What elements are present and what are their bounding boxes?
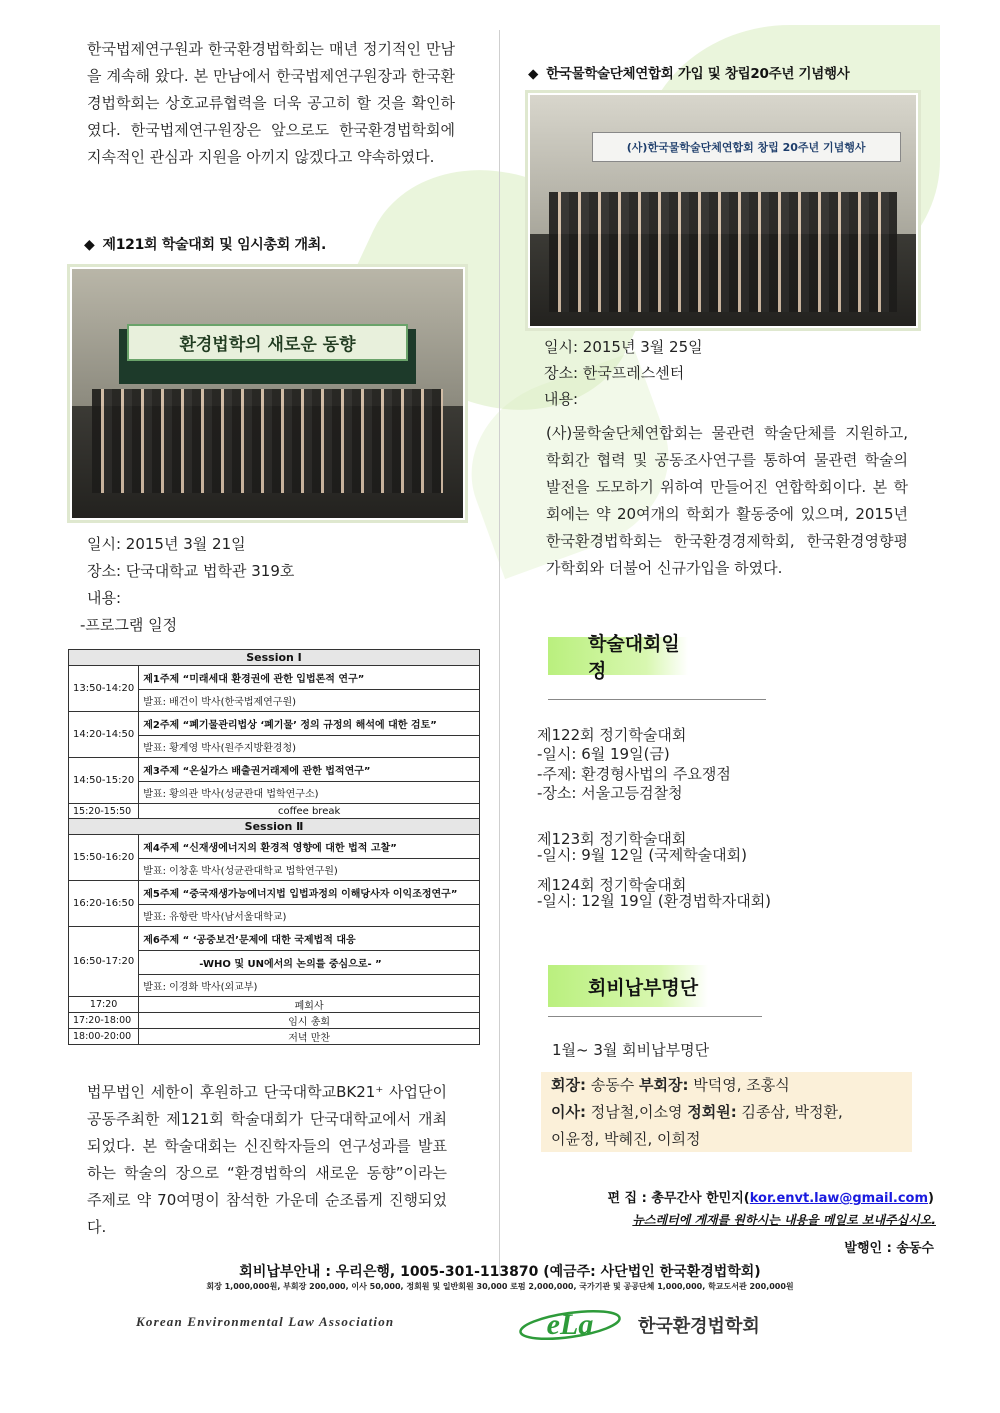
members-line-3 [551,1126,902,1153]
conference-photo [70,267,465,520]
talk-title: 제2주제 “폐기물관리법상 ‘폐기물’ 정의 규정의 해석에 대한 검토” [139,712,480,736]
talk-presenter: 발표: 이창훈 박사(성균관대학교 법학연구원) [139,859,480,881]
talk-time: 15:50-16:20 [69,835,139,881]
photo-crowd [92,389,444,494]
conf-122-title: 제122회 정기학술대회 [537,726,687,744]
association-korean-name: 한국환경법학회 [638,1316,760,1337]
regular-members-names: 김종삼, 박정환, [741,1103,843,1121]
diamond-bullet-icon: ◆ [84,237,95,253]
event-place: 장소: 단국대학교 법학관 319호 [87,562,295,580]
event-content-label: 내용: [87,589,122,607]
talk-title: 제6주제 “ ‘공중보건’문제에 대한 국제법적 대응 [139,927,480,951]
account-info: 회비납부안내 : 우리은행, 1005-301-113870 (예금주: 사단법인 한국환경법학회) [239,1264,761,1280]
members-period: 1월~ 3월 회비납부명단 [552,1041,710,1059]
talk-presenter: 발표: 황계영 박사(원주지방환경청) [139,736,480,758]
submission-note: 뉴스레터에 게재를 원하시는 내용을 메일로 보내주십시오. [632,1213,936,1227]
water-event-place: 장소: 한국프레스센터 [544,364,685,382]
talk-time: 13:50-14:20 [69,666,139,712]
talk-title: 제1주제 “미래세대 환경권에 관한 입법론적 연구” [139,666,480,690]
members-title: 회비납부명단 [548,965,708,1007]
column-divider [499,30,500,1275]
editor-info [607,1187,934,1206]
conf-124-date: -일시: 12월 19일 (환경법학자대회) [537,892,772,910]
directors-label: 이사: [551,1103,586,1121]
water-association-photo [528,93,918,328]
conf-124-title: 제124회 정기학술대회 [537,876,687,894]
regular-members-label: 정회원: [687,1103,737,1121]
talk-title: 제3주제 “온실가스 배출권거래제에 관한 법적연구” [139,758,480,782]
talk-presenter: 발표: 유항란 박사(남서울대학교) [139,905,480,927]
members-title-rule [548,1016,762,1017]
intro-paragraph: 한국법제연구원과 한국환경법학회는 매년 정기적인 만남을 계속해 왔다. 본 만남에서 한국법제연구원장과 한국환경법학회는 상호교류협력을 더욱 공고히 할 것을 확인하였다. 한국법제연구원장은 앞으로도 한국환경법학회에 지속적인 관심과 지원을 아끼지 않겠다고 약속하였다. [87,40,455,166]
members-line-2 [551,1099,902,1126]
talk-title: 제4주제 “신재생에너지의 환경적 영향에 대한 법적 고찰” [139,835,480,859]
fee-info: 회장 1,000,000원, 부회장 200,000, 이사 50,000, 정회원 및 일반회원 30,000 로펌 2,000,000, 국가기관 및 공공단체 1,000,000, 학교도서관 200,000원 [206,1282,794,1291]
assembly-label: 임시 총회 [139,1013,480,1029]
talk-time: 14:50-15:20 [69,758,139,804]
ela-logo [518,1303,622,1345]
vice-president-names: 박덕영, 조홍식 [693,1076,790,1094]
break-label: coffee break [139,804,480,819]
schedule-title-rule [548,699,766,700]
assembly-time: 17:20-18:00 [69,1013,139,1029]
publisher: 발행인 : 송동수 [844,1241,934,1256]
program-label: -프로그램 일정 [80,616,178,634]
president-label: 회장: [551,1076,586,1094]
regular-members-names-continued: 이윤정, 박혜진, 이희정 [551,1130,701,1148]
association-english-name: Korean Environmental Law Association [136,1314,395,1329]
session-1-header: Session Ⅰ [69,650,480,666]
talk-time: 16:50-17:20 [69,927,139,997]
program-schedule-table [68,649,480,1045]
break-time: 15:20-15:50 [69,804,139,819]
vice-president-label: 부회장: [639,1076,689,1094]
president-name: 송동수 [590,1076,635,1094]
conf-123-title: 제123회 정기학술대회 [537,830,687,848]
outro-paragraph: 법무법인 세한이 후원하고 단국대학교BK21⁺ 사업단이 공동주최한 제121회 학술대회가 단국대학교에서 개최되었다. 본 학술대회는 신진학자들의 연구성과를 발표하는 학술의 장으로 “환경법학의 새로운 동향”이라는 주제로 약 70여명이 참석한 가운데 순조롭게 진행되었다. [87,1083,447,1236]
conf-123-date: -일시: 9월 12일 (국제학술대회) [537,846,748,864]
editor-prefix: 편 집 : 총무간사 한민지( [607,1191,750,1206]
talk-time: 16:20-16:50 [69,881,139,927]
conf-122-topic: -주제: 환경형사법의 주요쟁점 [537,765,731,783]
close-time: 17:20 [69,997,139,1013]
talk-presenter: 발표: 이경화 박사(외교부) [139,975,480,997]
directors-names: 정남철,이소영 [590,1103,683,1121]
talk-presenter: 발표: 황의관 박사(성균관대 법학연구소) [139,782,480,804]
editor-email-link[interactable]: kor.envt.law@gmail.com [749,1191,929,1206]
talk-title: 제5주제 “중국재생가능에너지법 입법과정의 이해당사자 이익조정연구” [139,881,480,905]
water-event-date: 일시: 2015년 3월 25일 [544,338,703,356]
water-event-content-label: 내용: [544,390,579,408]
water-paragraph: (사)물학술단체연합회는 물관련 학술단체를 지원하고, 학회간 협력 및 공동조사연구를 통하여 물관련 학술의 발전을 도모하기 위하여 만들어진 연합학회이다. 본 학회에는 약 20여개의 학회가 활동중에 있으며, 2015년 한국환경법학회는 한국환경경제학회, 한국환경영향평가학회와 더불어 신규가입을 하였다. [546,424,908,577]
photo-banner: (사)한국물학술단체연합회 창립 20주년 기념행사 [592,132,901,162]
close-label: 폐회사 [139,997,480,1013]
conf-122-place: -장소: 서울고등검찰청 [537,784,683,802]
conference-schedule-title: 학술대회일정 [548,637,688,675]
conf-122-date: -일시: 6월 19일(금) [537,745,670,763]
dinner-label: 저녁 만찬 [139,1029,480,1045]
talk-title-continued: -WHO 및 UN에서의 논의를 중심으로- ” [139,951,480,975]
diamond-bullet-icon: ◆ [528,66,539,82]
section-heading-text: 제121회 학술대회 및 임시총회 개최. [102,237,327,253]
section-heading-water [528,62,849,82]
members-list-box [541,1072,912,1152]
section-heading-text: 한국물학술단체연합회 가입 및 창립20주년 기념행사 [546,66,850,82]
dinner-time: 18:00-20:00 [69,1029,139,1045]
section-heading-121 [84,234,326,254]
talk-time: 14:20-14:50 [69,712,139,758]
editor-suffix: ) [928,1191,934,1206]
photo-banner: 환경법학의 새로운 동향 [127,324,409,361]
event-date: 일시: 2015년 3월 21일 [87,535,246,553]
photo-crowd [549,192,896,312]
members-line-1 [551,1072,902,1099]
talk-presenter: 발표: 배건이 박사(한국법제연구원) [139,690,480,712]
logo-text: eLa [546,1308,594,1341]
session-2-header: Session Ⅱ [69,819,480,835]
